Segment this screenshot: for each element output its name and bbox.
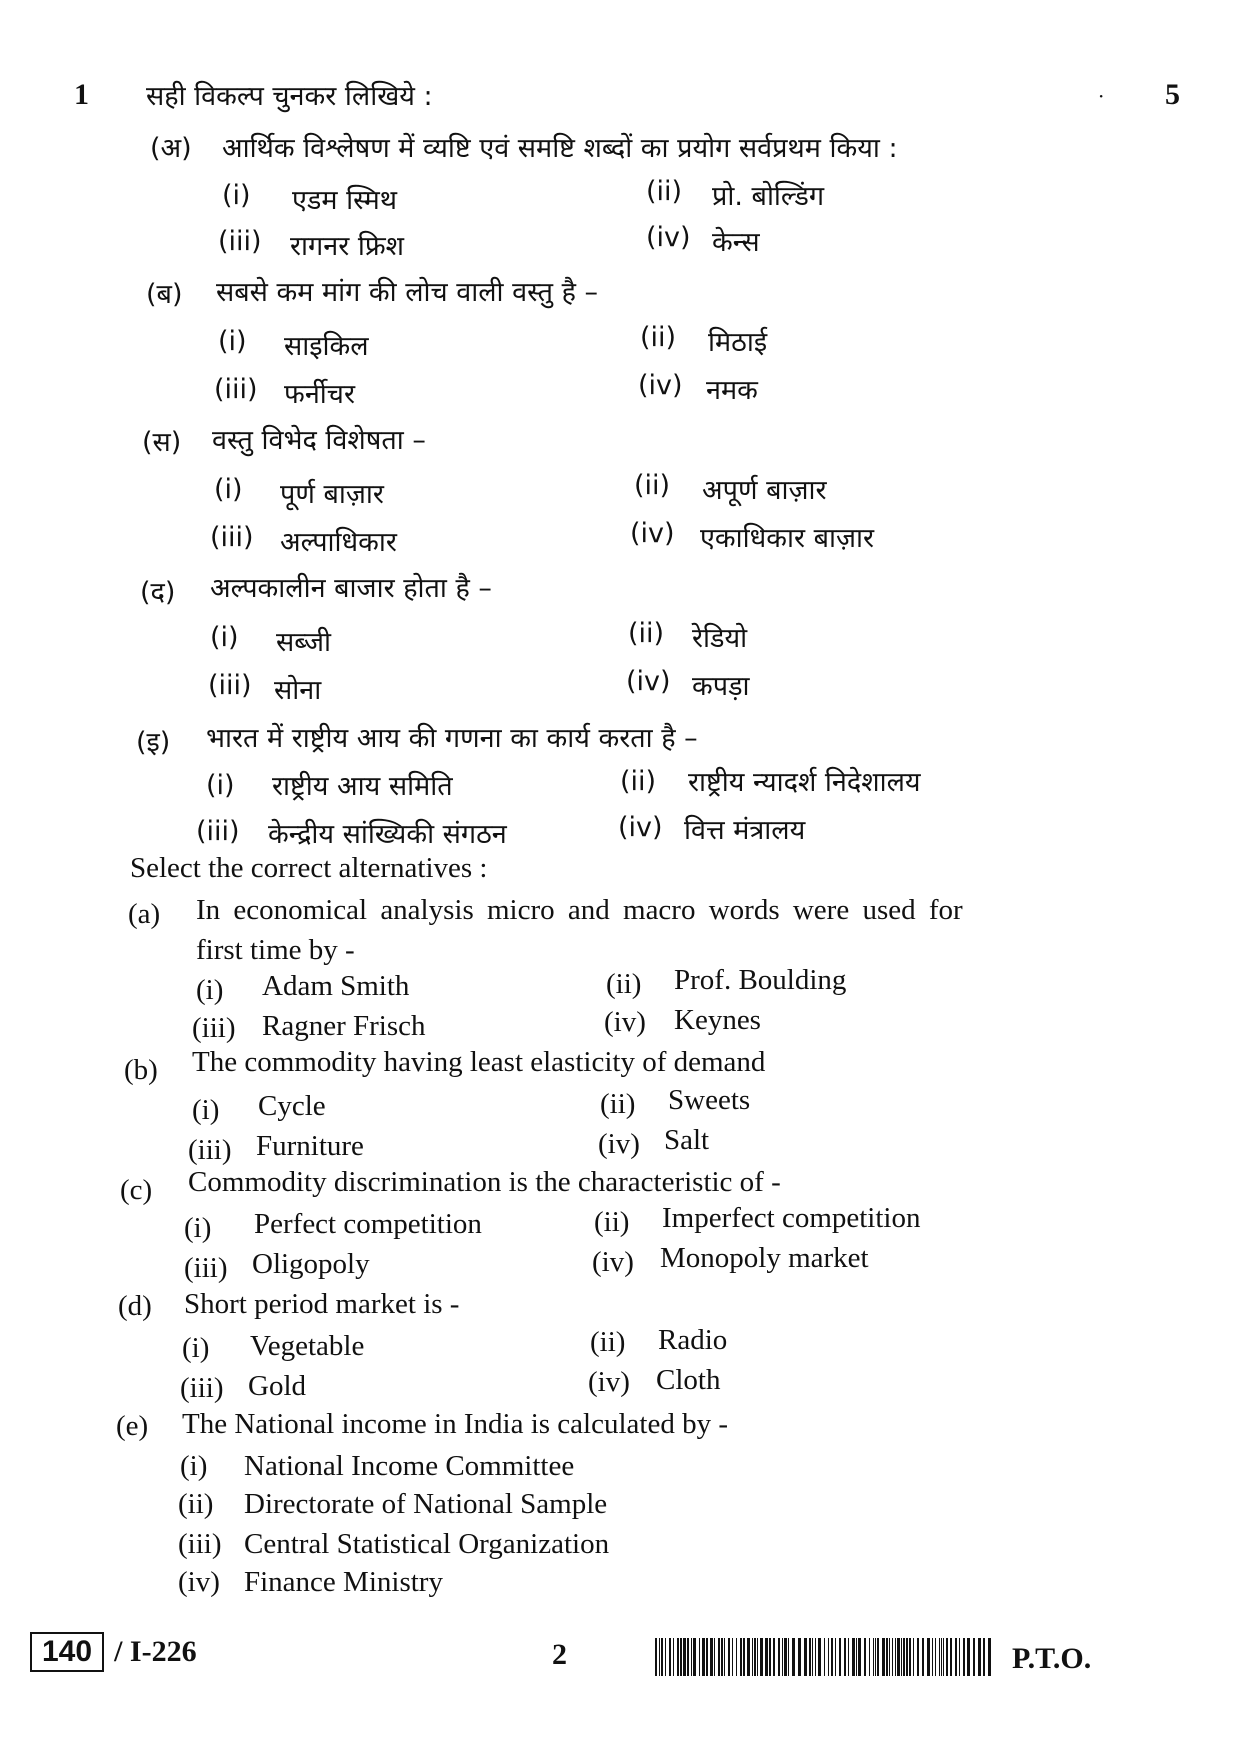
barcode-bar — [895, 1638, 896, 1676]
option-number: (iv) — [638, 370, 683, 401]
option-text: Monopoly market — [660, 1242, 869, 1274]
option-text: साइकिल — [284, 331, 369, 362]
paper-code-box: 140 — [30, 1632, 104, 1672]
option-text: Salt — [664, 1124, 710, 1156]
barcode-bar — [683, 1638, 686, 1676]
option-text: सोना — [274, 675, 322, 706]
english-part-text: The National income in India is calculated by - — [182, 1408, 728, 1440]
barcode-bar — [714, 1638, 715, 1676]
page-number: 2 — [552, 1638, 567, 1671]
barcode-bar — [677, 1638, 679, 1676]
option-number: (i) — [222, 180, 251, 211]
option-number: (iv) — [178, 1566, 220, 1598]
barcode-bar — [665, 1638, 666, 1676]
barcode-bar — [932, 1638, 933, 1676]
barcode-bar — [659, 1638, 660, 1676]
option-number: (i) — [210, 622, 239, 653]
barcode-bar — [886, 1638, 888, 1676]
option-number: (i) — [180, 1450, 208, 1482]
option-text: नमक — [706, 375, 758, 406]
barcode-bar — [765, 1638, 768, 1676]
barcode-bar — [699, 1638, 700, 1676]
barcode-bar — [903, 1638, 905, 1676]
barcode-bar — [669, 1638, 671, 1676]
barcode-bar — [721, 1638, 723, 1676]
barcode-bar — [732, 1638, 733, 1676]
barcode-bar — [747, 1638, 750, 1676]
barcode-bar — [852, 1638, 855, 1676]
english-part-text: Commodity discrimination is the characteristic of - — [188, 1166, 781, 1198]
option-number: (iii) — [214, 374, 258, 405]
english-part-label: (a) — [128, 898, 161, 930]
barcode-bar — [655, 1638, 657, 1676]
english-part-label: (d) — [118, 1290, 152, 1322]
barcode-bar — [927, 1638, 930, 1676]
option-text: Prof. Boulding — [674, 964, 847, 996]
option-text: Finance Ministry — [244, 1566, 443, 1598]
option-number: (iv) — [588, 1366, 630, 1398]
hindi-question-heading: सही विकल्प चुनकर लिखिये : — [146, 81, 433, 112]
barcode-bar — [760, 1638, 763, 1676]
option-text: Gold — [248, 1370, 306, 1402]
option-text: Adam Smith — [262, 970, 410, 1002]
barcode-bar — [941, 1638, 942, 1676]
option-text: रेडियो — [692, 623, 748, 654]
barcode-bar — [978, 1638, 981, 1676]
barcode-bar — [778, 1638, 780, 1676]
option-text: Sweets — [668, 1084, 751, 1116]
option-number: (ii) — [590, 1326, 626, 1358]
option-text: Cloth — [656, 1364, 721, 1396]
option-number: (i) — [196, 974, 224, 1006]
english-part-text-continued: first time by - — [196, 934, 355, 966]
option-text: राष्ट्रीय आय समिति — [272, 771, 453, 802]
hindi-part-label: (इ) — [136, 727, 171, 758]
option-number: (ii) — [646, 176, 683, 207]
hindi-part-text: आर्थिक विश्लेषण में व्यष्टि एवं समष्टि शब्दों का प्रयोग सर्वप्रथम किया : — [222, 133, 898, 164]
option-text: रागनर फ्रिश — [290, 231, 405, 262]
barcode-bar — [788, 1638, 789, 1676]
option-number: (ii) — [640, 322, 677, 353]
barcode-bar — [909, 1638, 911, 1676]
barcode-bar — [873, 1638, 874, 1676]
barcode-bar — [812, 1638, 813, 1676]
option-text: केन्स — [712, 227, 760, 258]
option-number: (i) — [182, 1332, 210, 1364]
barcode-bar — [809, 1638, 811, 1676]
option-number: (iv) — [646, 222, 691, 253]
option-text: Keynes — [674, 1004, 761, 1036]
question-number: 1 — [74, 78, 89, 111]
barcode-bar — [743, 1638, 745, 1676]
english-part-label: (b) — [124, 1054, 158, 1086]
barcode-bar — [831, 1638, 833, 1676]
barcode-bar — [858, 1638, 861, 1676]
barcode-bar — [702, 1638, 705, 1676]
barcode-bar — [882, 1638, 885, 1676]
barcode-bar — [869, 1638, 870, 1676]
barcode-bar — [673, 1638, 674, 1676]
stray-dot: · — [1098, 84, 1105, 108]
barcode-bar — [757, 1638, 758, 1676]
barcode-bar — [724, 1638, 725, 1676]
barcode-bar — [988, 1638, 991, 1676]
option-number: (ii) — [594, 1206, 630, 1238]
hindi-part-label: (स) — [142, 427, 182, 458]
hindi-part-text: अल्पकालीन बाजार होता है – — [210, 573, 492, 604]
hindi-part-text: सबसे कम मांग की लोच वाली वस्तु है – — [216, 277, 599, 308]
paper-code — [30, 1632, 197, 1672]
option-number: (iii) — [196, 816, 240, 847]
barcode-bar — [973, 1638, 975, 1676]
option-text: फर्नीचर — [284, 379, 355, 410]
option-number: (iii) — [210, 522, 254, 553]
option-text: अपूर्ण बाज़ार — [702, 475, 827, 506]
barcode-bar — [773, 1638, 775, 1676]
option-number: (iv) — [598, 1128, 640, 1160]
barcode-bar — [892, 1638, 893, 1676]
hindi-part-label: (द) — [140, 577, 176, 608]
option-text: वित्त मंत्रालय — [684, 815, 806, 846]
option-number: (ii) — [628, 618, 665, 649]
option-text: Oligopoly — [252, 1248, 370, 1280]
english-part-text: The commodity having least elasticity of demand — [192, 1046, 766, 1078]
hindi-part-text: वस्तु विभेद विशेषता – — [212, 425, 426, 456]
barcode-bar — [710, 1638, 713, 1676]
pto-label: P.T.O. — [1012, 1642, 1092, 1675]
hindi-part-label: (ब) — [146, 279, 183, 310]
option-text: Radio — [658, 1324, 728, 1356]
barcode-bar — [815, 1638, 816, 1676]
option-number: (iii) — [180, 1372, 224, 1404]
option-text: Ragner Frisch — [262, 1010, 426, 1042]
barcode-bar — [917, 1638, 919, 1676]
option-text: National Income Committee — [244, 1450, 575, 1482]
option-number: (ii) — [178, 1488, 214, 1520]
option-number: (iv) — [626, 666, 671, 697]
option-number: (i) — [192, 1094, 220, 1126]
option-text: अल्पाधिकार — [280, 527, 397, 558]
option-number: (ii) — [600, 1088, 636, 1120]
barcode-bar — [889, 1638, 890, 1676]
option-text: Perfect competition — [254, 1208, 482, 1240]
barcode-bar — [946, 1638, 948, 1676]
barcode-bar — [856, 1638, 857, 1676]
barcode-bar — [839, 1638, 841, 1676]
paper-id: / I-226 — [114, 1635, 197, 1668]
barcode-bar — [835, 1638, 836, 1676]
barcode-bar — [875, 1638, 876, 1676]
option-number: (ii) — [620, 766, 657, 797]
option-number: (iii) — [208, 670, 252, 701]
barcode-bar — [680, 1638, 682, 1676]
option-text: Furniture — [256, 1130, 364, 1162]
barcode-bar — [769, 1638, 771, 1676]
english-part-text: Short period market is - — [184, 1288, 460, 1320]
barcode-bar — [798, 1638, 801, 1676]
barcode-bar — [687, 1638, 689, 1676]
option-text: राष्ट्रीय न्यादर्श निदेशालय — [688, 767, 921, 798]
option-number: (iv) — [604, 1006, 646, 1038]
barcode-bar — [691, 1638, 692, 1676]
barcode-bar — [661, 1638, 663, 1676]
option-number: (iii) — [184, 1252, 228, 1284]
option-text: प्रो. बोल्डिंग — [712, 181, 825, 212]
option-number: (iii) — [218, 226, 262, 257]
option-text: केन्द्रीय सांख्यिकी संगठन — [268, 819, 507, 850]
option-number: (i) — [218, 326, 247, 357]
barcode-bar — [943, 1638, 944, 1676]
option-text: Central Statistical Organization — [244, 1528, 610, 1560]
barcode-bar — [939, 1638, 940, 1676]
barcode-bar — [740, 1638, 742, 1676]
option-number: (i) — [206, 770, 235, 801]
barcode-bar — [693, 1638, 696, 1676]
option-number: (i) — [184, 1212, 212, 1244]
barcode-bar — [752, 1638, 753, 1676]
option-number: (iv) — [618, 812, 663, 843]
option-text: Imperfect competition — [662, 1202, 921, 1234]
english-part-text: In economical analysis micro and macro words were used for — [196, 894, 963, 926]
barcode-bar — [792, 1638, 795, 1676]
barcode-bar — [818, 1638, 821, 1676]
barcode-bar — [950, 1638, 952, 1676]
english-question-heading: Select the correct alternatives : — [130, 852, 488, 884]
option-text: एकाधिकार बाज़ार — [700, 523, 875, 554]
option-text: Directorate of National Sample — [244, 1488, 608, 1520]
barcode-bar — [897, 1638, 900, 1676]
option-number: (ii) — [606, 968, 642, 1000]
question-marks: 5 — [1165, 78, 1180, 111]
barcode-bar — [983, 1638, 985, 1676]
barcode-bar — [901, 1638, 902, 1676]
option-text: एडम स्मिथ — [292, 185, 397, 216]
option-number: (iv) — [630, 518, 675, 549]
barcode-bar — [906, 1638, 908, 1676]
barcode-bar — [959, 1638, 960, 1676]
barcode-bar — [824, 1638, 825, 1676]
barcode-bar — [913, 1638, 914, 1676]
barcode-bar — [828, 1638, 829, 1676]
option-text: पूर्ण बाज़ार — [280, 479, 384, 510]
barcode-bar — [736, 1638, 737, 1676]
option-number: (iv) — [592, 1246, 634, 1278]
english-part-label: (e) — [116, 1410, 149, 1442]
barcode-bar — [877, 1638, 879, 1676]
option-text: Vegetable — [250, 1330, 365, 1362]
option-number: (i) — [214, 474, 243, 505]
barcode-bar — [804, 1638, 807, 1676]
barcode-bar — [718, 1638, 720, 1676]
option-number: (iii) — [188, 1134, 232, 1166]
barcode — [655, 1638, 995, 1676]
barcode-bar — [955, 1638, 957, 1676]
hindi-part-text: भारत में राष्ट्रीय आय की गणना का कार्य करता है – — [206, 723, 698, 754]
option-text: सब्जी — [276, 627, 331, 658]
barcode-bar — [967, 1638, 970, 1676]
option-number: (iii) — [192, 1012, 236, 1044]
barcode-bar — [782, 1638, 783, 1676]
barcode-bar — [963, 1638, 965, 1676]
barcode-bar — [864, 1638, 866, 1676]
option-text: कपड़ा — [692, 671, 750, 702]
barcode-bar — [754, 1638, 756, 1676]
hindi-part-label: (अ) — [150, 133, 192, 164]
barcode-bar — [844, 1638, 846, 1676]
english-part-label: (c) — [120, 1174, 153, 1206]
barcode-bar — [728, 1638, 730, 1676]
barcode-bar — [922, 1638, 924, 1676]
option-number: (ii) — [634, 470, 671, 501]
barcode-bar — [784, 1638, 787, 1676]
option-text: मिठाई — [708, 327, 768, 358]
option-number: (iii) — [178, 1528, 222, 1560]
option-text: Cycle — [258, 1090, 326, 1122]
barcode-bar — [935, 1638, 936, 1676]
barcode-bar — [848, 1638, 849, 1676]
barcode-bar — [706, 1638, 708, 1676]
